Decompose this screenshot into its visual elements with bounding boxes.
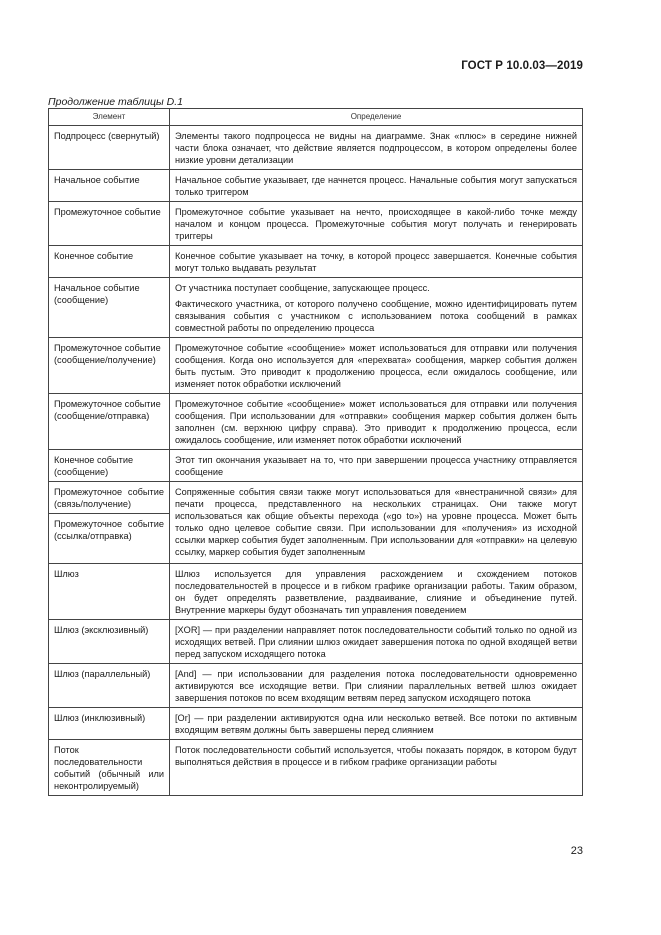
table-row (49, 338, 583, 394)
table-row (49, 708, 583, 740)
element-cell: Начальное событие (49, 170, 170, 202)
definition-cell (170, 740, 583, 796)
table-row (49, 740, 583, 796)
definition-cell (170, 482, 583, 564)
definition-text: [Or] — при разделении активируются одна или несколько ветвей. Все потоки по активным входящим ветвям должны быть завершены перед слиянием (175, 713, 577, 735)
definition-cell (170, 664, 583, 708)
element-cell: Промежуточное событие (связь/получение) (49, 482, 170, 514)
definition-text: Промежуточное событие «сообщение» может использоваться для отправки или получения сообщения. При использовании для «отправки» сообщения маркер события должен быть заполнен (см. верхнюю цифру справа). Это приводит к продолжению процесса, если ожидалось сообщение, или изменяет поток обработки исключений (175, 399, 577, 445)
standard-number: ГОСТ Р 10.0.03—2019 (461, 60, 583, 72)
table-row (49, 202, 583, 246)
definition-text: Поток последовательности событий используется, чтобы показать порядок, в котором будут выполняться действия в процессе и в гибком графике организации работы (175, 745, 577, 767)
definition-text: [XOR] — при разделении направляет поток последовательности событий только по одной из исходящих ветвей. При слиянии шлюз ожидает завершения потока по одной входящей ветви перед запуском исходящего потока (175, 625, 577, 659)
definition-text: Этот тип окончания указывает на то, что при завершении процесса участнику отправляется сообщение (175, 455, 577, 477)
element-cell: Промежуточное событие (сообщение/отправка) (49, 394, 170, 450)
table-row (49, 278, 583, 338)
table-row (49, 394, 583, 450)
table-row (49, 170, 583, 202)
definition-text: Сопряженные события связи также могут использоваться для «внестраничной связи» для печати процесса, представленного на нескольких страницах. Они также могут использоваться как общие объекты перехода («go to») на уровне процесса. Может быть только одно целевое событие связи. При использовании для «получения» из исходной ссылки маркер события будет заполненным. При использовании для «отправки» на целевую ссылку, маркер события будет заполненным (175, 487, 577, 557)
table-row (49, 246, 583, 278)
table-row (49, 564, 583, 620)
definition-cell (170, 620, 583, 664)
definition-cell (170, 170, 583, 202)
element-cell: Промежуточное событие (ссылка/отправка) (49, 514, 170, 564)
column-header-definition: Определение (170, 109, 583, 126)
definition-cell (170, 202, 583, 246)
definition-cell (170, 126, 583, 170)
definition-text: Начальное событие указывает, где начнется процесс. Начальные события могут запускаться только триггером (175, 175, 577, 197)
element-cell: Промежуточное событие (сообщение/получение) (49, 338, 170, 394)
element-cell: Конечное событие (сообщение) (49, 450, 170, 482)
table-row (49, 664, 583, 708)
element-cell: Подпроцесс (свернутый) (49, 126, 170, 170)
table-row (49, 620, 583, 664)
definition-cell (170, 450, 583, 482)
table-row (49, 450, 583, 482)
element-cell: Начальное событие (сообщение) (49, 278, 170, 338)
table-row (49, 126, 583, 170)
definition-text: Конечное событие указывает на точку, в которой процесс завершается. Конечные события могут только выдавать результат (175, 251, 577, 273)
definition-text: Фактического участника, от которого получено сообщение, можно идентифицировать путем связывания события с участником с использованием потока сообщений в рамках совместной работы по определению процесса (175, 299, 577, 333)
definition-text: [And] — при использовании для разделения потока последовательности одновременно активируются все исходящие ветви. При слиянии параллельных ветвей шлюз ожидает завершения потоков по всем входящим ветвям перед запуском исходящего потока (175, 669, 577, 703)
definition-cell (170, 564, 583, 620)
column-header-element: Элемент (49, 109, 170, 126)
definition-text: От участника поступает сообщение, запускающее процесс. (175, 283, 430, 293)
definition-cell (170, 394, 583, 450)
definition-text: Элементы такого подпроцесса не видны на диаграмме. Знак «плюс» в середине нижней части блока означает, что действие является подпроцессом, в котором определены более низкие уровни детализации (175, 131, 577, 165)
element-cell: Промежуточное событие (49, 202, 170, 246)
definition-cell (170, 338, 583, 394)
definition-cell (170, 278, 583, 338)
page-number: 23 (570, 845, 583, 857)
element-cell: Шлюз (параллельный) (49, 664, 170, 708)
table-caption: Продолжение таблицы D.1 (48, 96, 183, 108)
element-cell: Шлюз (49, 564, 170, 620)
element-cell: Конечное событие (49, 246, 170, 278)
element-cell: Поток последовательности событий (обычный или неконтролируемый) (49, 740, 170, 796)
table-header-row (49, 109, 583, 126)
element-cell: Шлюз (инклюзивный) (49, 708, 170, 740)
definition-text: Шлюз используется для управления расхождением и схождением потоков последовательностей в процессе и в гибком графике организации работы. Таким образом, он будет определять разветвление, раздваивание, слияние и объединение путей. Внутренние маркеры будут обозначать тип управления поведением (175, 569, 577, 615)
table-row (49, 482, 583, 514)
element-cell: Шлюз (эксклюзивный) (49, 620, 170, 664)
definition-cell (170, 246, 583, 278)
definition-cell (170, 708, 583, 740)
definitions-table (48, 108, 583, 796)
definition-text: Промежуточное событие указывает на нечто, происходящее в какой-либо точке между началом и концом процесса. Промежуточные события могут получать и генерировать триггеры (175, 207, 577, 241)
definition-text: Промежуточное событие «сообщение» может использоваться для отправки или получения сообщения. Когда оно используется для «перехвата» сообщения, маркер события должен быть пустым. Это приводит к продолжению процесса, если ожидалось сообщение, или изменяет поток обработки исключений (175, 343, 577, 389)
